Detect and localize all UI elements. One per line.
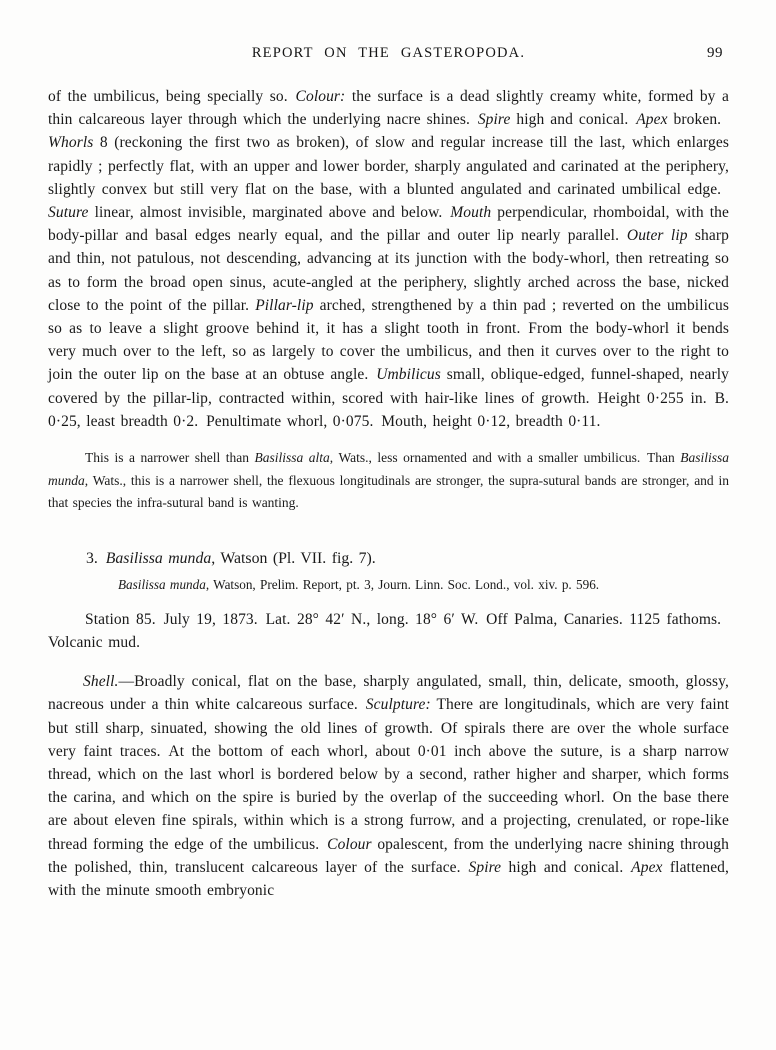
paragraph-description-continuation: of the umbilicus, being specially so. Colour: the surface is a dead slightly creamy white, formed by a thin calcareous layer through which the underlying nacre shines. Spire high and conical. Apex broken. Whorls 8 (reckoning the first two as broken), of slow and regular increase till the last, which enlarges rapidly ; perfectly flat, with an upper and lower border, sharply angulated and carinated at the periphery, slightly convex but still very flat on the base, with a blunted angulated and carinated umbilical edge. Suture linear, almost invisible, marginated above and below. Mouth perpendicular, rhomboidal, with the body-pillar and basal edges nearly equal, and the pillar and outer lip nearly parallel. Outer lip sharp and thin, not patulous, not descending, advancing at its junction with the body-whorl, then retreating so as to form the broad open sinus, acute-angled at the periphery, slightly arched across the base, nicked close to the point of the pillar. Pillar-lip arched, strengthened by a thin pad ; reverted on the umbilicus so as to leave a slight groove behind it, it has a slight tooth in front. From the body-whorl it bends very much over to the left, so as largely to cover the umbilicus, and then it curves over to the right to join the outer lip on the base at an obtuse angle. Umbilicus small, oblique-edged, funnel-shaped, nearly covered by the pillar-lip, contracted within, scored with hair-like lines of growth. Height 0·255 in. B. 0·25, least breadth 0·2. Penultimate whorl, 0·075. Mouth, height 0·12, breadth 0·11. — [48, 88, 730, 430]
citation-line: Basilissa munda, Watson, Prelim. Report, pt. 3, Journ. Linn. Soc. Lond., vol. xiv. p. 596. — [118, 576, 600, 592]
running-head — [48, 45, 729, 62]
paragraph-comparative-note: This is a narrower shell than Basilissa alta, Wats., less ornamented and with a smaller umbilicus. Than Basilissa munda, Wats., this is a narrower shell, the flexuous longitudinals are stronger, the supra-sutural bands are stronger, and in that species the infra-sutural band is wanting. — [48, 450, 729, 511]
page-title: REPORT ON THE GASTEROPODA. — [251, 45, 526, 61]
paragraph-station: Station 85. July 19, 1873. Lat. 28° 42′ N., long. 18° 6′ W. Off Palma, Canaries. 1125 fathoms. Volcanic mud. — [48, 610, 729, 652]
paragraph-shell-description: Shell.—Broadly conical, flat on the base, sharply angulated, small, thin, delicate, smooth, glossy, nacreous under a thin white calcareous surface. Sculpture: There are longitudinals, which are very faint but still sharp, sinuated, showing the old lines of growth. Of spirals there are over the whole surface very faint traces. At the bottom of each whorl, about 0·01 inch above the suture, is a sharp narrow thread, which on the last whorl is bordered below by a second, rather higher and sharper, which forms the carina, and which on the spire is buried by the overlap of the succeeding whorl. On the base there are about eleven fine spirals, within which is a strong furrow, and a projecting, crenulated, or rope-like thread forming the edge of the umbilicus. Colour opalescent, from the underlying nacre shining through the polished, thin, translucent calcareous layer of the surface. Spire high and conical. Apex flattened, with the minute smooth embryonic — [48, 673, 730, 900]
species-heading: 3. Basilissa munda, Watson (Pl. VII. fig. 7). — [86, 549, 376, 567]
text-block — [48, 85, 729, 902]
page-number: 99 — [707, 45, 723, 61]
